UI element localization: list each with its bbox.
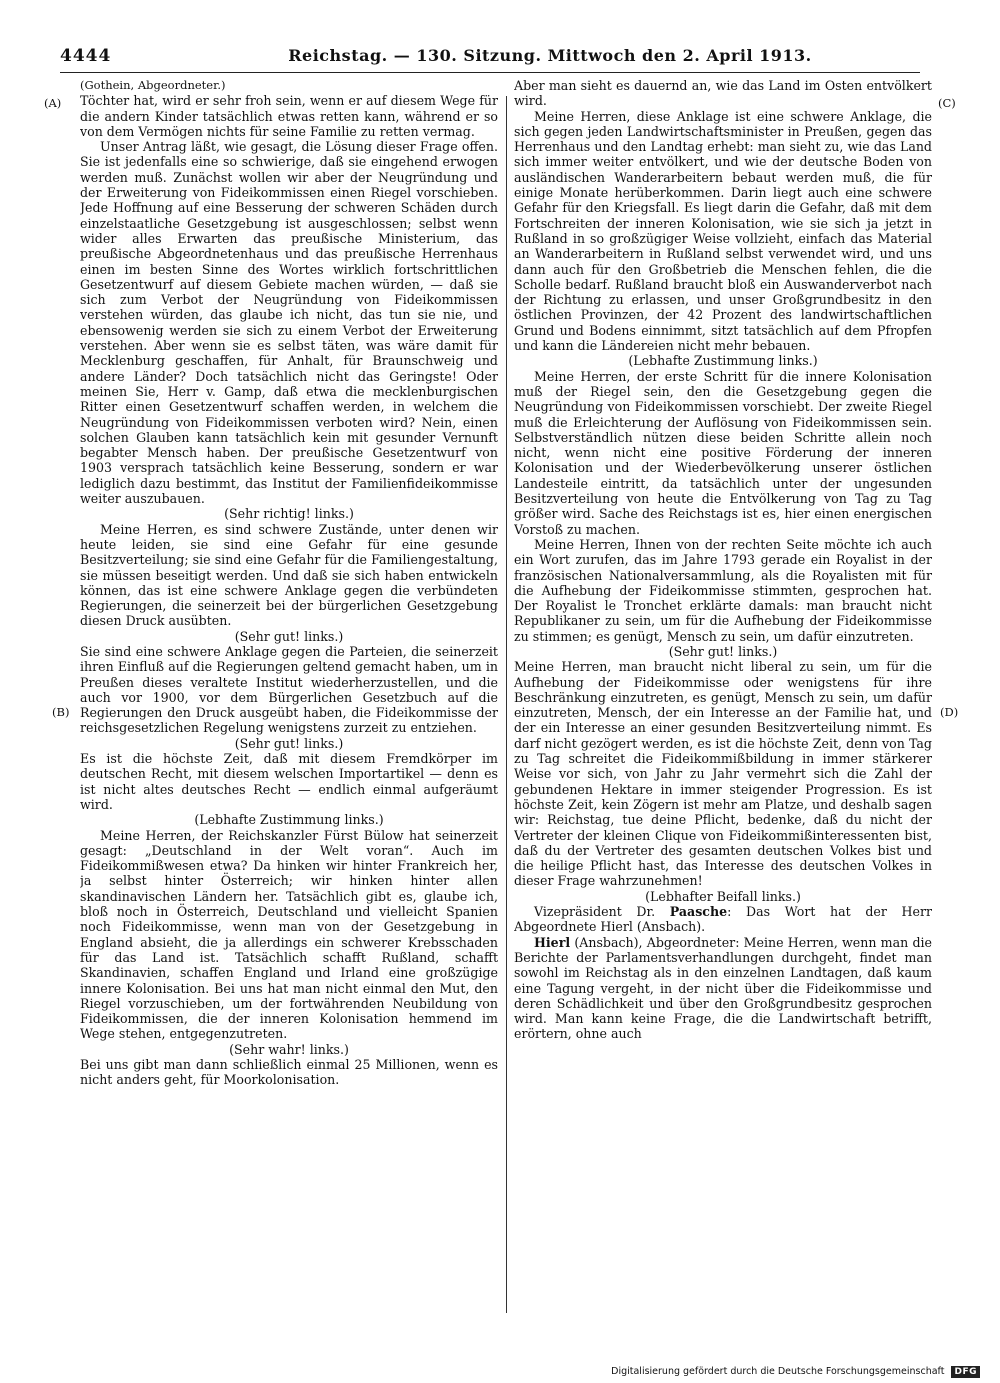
interjection: (Sehr gut! links.) bbox=[234, 628, 344, 644]
margin-marker-d: (D) bbox=[940, 705, 959, 719]
speaker-name: Hierl bbox=[534, 934, 571, 950]
remark-text: : Das Wort hat der Herr Abgeordnete Hierl (Ansbach). bbox=[514, 904, 932, 935]
vice-president-remark bbox=[514, 904, 932, 935]
column-divider bbox=[506, 96, 507, 1313]
paragraph: Meine Herren, man braucht nicht liberal zu sein, um für die Aufhebung der Fideikommisse oder wenigstens für ihre Beschränkung einzutreten, es genügt, Mensch zu sein, um dafür einzutreten, Mensch, der ein Interesse an der Familie hat, und der ein Interesse an einer gesunden Besitzverteilung nimmt. Es darf nicht gezögert werden, es ist die höchste Zeit, denn von Tag zu Tag schreitet die Fideikommißbildung in immer stärkerer Weise vor sich, von Jahr zu Jahr vermehrt sich die Zahl der gebundenen Hektare in immer steigender Progression. Es ist höchste Zeit, kein Zögern ist mehr am Platze, und deshalb sagen wir: Reichstag, tue deine Pflicht, bedenke, daß du nicht der Vertreter der kleinen Clique von Fideikommißinteressenten bist, daß du der Vertreter des gesamten deutschen Volkes bist und die heilige Pflicht hast, das Interesse des deutschen Volkes in dieser Frage wahrzunehmen! bbox=[514, 659, 932, 889]
page-header bbox=[60, 46, 920, 73]
running-title: Reichstag. — 130. Sitzung. Mittwoch den 2. April 1913. bbox=[288, 46, 812, 65]
paragraph: Meine Herren, es sind schwere Zustände, unter denen wir heute leiden, sie sind eine Gefahr für eine gesunde Besitzverteilung; sie sind eine Gefahr für die Familiengestaltung, sie müssen beseitigt werden. Und daß sie sich haben entwickeln können, das ist eine schwere Anklage gegen die verbündeten Regierungen, die seinerzeit bei der bürgerlichen Gesetzgebung diesen Druck ausübten. bbox=[80, 521, 498, 629]
paragraph: Aber man sieht es dauernd an, wie das Land im Osten entvölkert wird. bbox=[514, 78, 932, 109]
dfg-logo: DFG bbox=[951, 1366, 980, 1378]
speaker-name: Paasche bbox=[669, 904, 728, 920]
paragraph: Meine Herren, diese Anklage ist eine schwere Anklage, die sich gegen jeden Landwirtschaftsminister in Preußen, gegen das Herrenhaus und den Landtag erhebt: man sieht zu, wie das Land sich immer weiter entvölkert, und wie der deutsche Boden von ausländischen Wanderarbeitern bebaut werden muß, die für einige Monate herüberkommen. Darin liegt auch eine schwere Gefahr für den Kriegsfall. Es liegt darin die Gefahr, daß mit dem Fortschreiten der inneren Kolonisation, wie sie sich ja jetzt in Rußland in so großzügiger Weise vollzieht, einfach das Material an Wanderarbeitern in Rußland selbst verwendet wird, und uns dann auch für den Großbetrieb die Menschen fehlen, die die Scholle bedarf. Rußland braucht bloß ein Auswanderverbot nach der Richtung zu erlassen, und unser Großgrundbesitz in den östlichen Provinzen, der 42 Prozent des landwirtschaftlichen Grund und Bodens einnimmt, sitzt tatsächlich auf dem Pfropfen und kann die Ländereien nicht mehr bebauen. bbox=[514, 108, 932, 354]
interjection: (Sehr gut! links.) bbox=[668, 643, 778, 659]
paragraph: Unser Antrag läßt, wie gesagt, die Lösung dieser Frage offen. Sie ist jedenfalls eine so schwierige, daß sie eingehend erwogen werden muß. Zunächst wollen wir aber der Neugründung und der Erweiterung von Fideikommissen einen Riegel vorschieben. Jede Hoffnung auf eine Besserung der schweren Schäden durch einzelstaatliche Gesetzgebung ist ausgeschlossen; selbst wenn wider alles Erwarten das preußische Ministerium, das preußische Abgeordnetenhaus und das preußische Herrenhaus einen im besten Sinne des Wortes wirklich fortschrittlichen Gesetzentwurf auf diesem Gebiete machen würden, — daß sie sich zum Verbot der Neugründung von Fideikommissen verstehen würden, das glaube ich nicht, das tun sie nie, und ebensowenig werden sie sich zu einem Verbot der Erweiterung verstehen. Aber wenn sie es selbst täten, was wäre damit für Mecklenburg geschaffen, für Anhalt, für Braunschweig und andere Länder? Doch tatsächlich nicht das Geringste! Oder meinen Sie, Herr v. Gamp, daß etwa die mecklenburgischen Ritter einen Gesetzentwurf schaffen werden, in welchem die Neugründung von Fideikommissen verboten wird? Nein, einen solchen Glauben kann tatsächlich kein mit gesunder Vernunft begabter Mensch haben. Der preußische Gesetzentwurf von 1903 versprach tatsächlich keine Besserung, sondern er war lediglich dazu bestimmt, das Institut der Familienfideikommisse weiter auszubauen. bbox=[80, 139, 498, 507]
margin-marker-b: (B) bbox=[52, 705, 70, 719]
paragraph: Sie sind eine schwere Anklage gegen die Parteien, die seinerzeit ihren Einfluß auf die Regierungen geltend gemacht haben, um in Preußen dieses veraltete Institut wiederherzustellen, und die auch vor 1900, vor dem Bürgerlichen Gesetzbuch auf die Regierungen den Druck ausgeübt haben, die Fideikommisse der reichsgesetzlichen Regelung wenigstens zurzeit zu entziehen. bbox=[80, 643, 498, 736]
paragraph: Töchter hat, wird er sehr froh sein, wenn er auf diesem Wege für die andern Kinder tatsächlich etwas retten kann, während er so von dem Vermögen nichts für seine Familie zu retten vermag. bbox=[80, 93, 498, 139]
interjection: (Sehr wahr! links.) bbox=[229, 1041, 349, 1057]
footer-text: Digitalisierung gefördert durch die Deutsche Forschungsgemeinschaft bbox=[611, 1366, 945, 1377]
interjection: (Lebhafte Zustimmung links.) bbox=[194, 812, 384, 828]
interjection: (Lebhafter Beifall links.) bbox=[645, 888, 801, 904]
interjection: (Sehr gut! links.) bbox=[234, 735, 344, 751]
left-column bbox=[80, 78, 498, 1315]
paragraph: Bei uns gibt man dann schließlich einmal 25 Millionen, wenn es nicht anders geht, für Moorkolonisation. bbox=[80, 1057, 498, 1088]
speech-text: (Ansbach), Abgeordneter: Meine Herren, wenn man die Berichte der Parlamentsverhandlungen durchgeht, findet man sowohl im Reichstag als in den einzelnen Landtagen, daß kaum eine Tagung vergeht, in der nicht über die Fideikommisse und deren Schädlichkeit und über den Großgrundbesitz gesprochen wird. Man kann keine Frage, die die Landwirtschaft betrifft, erörtern, ohne auch bbox=[514, 934, 932, 1042]
paragraph: Meine Herren, der erste Schritt für die innere Kolonisation muß der Riegel sein, den die Gesetzgebung gegen die Neugründung von Fideikommissen vorschiebt. Der zweite Riegel muß die Erleichterung der Auflösung von Fideikommissen sein. Selbstverständlich nützen diese beiden Schritte allein noch nicht, wenn nicht eine positive Förderung der inneren Kolonisation und der Wiederbevölkerung unserer östlichen Landesteile eintritt, da tatsächlich unter der ungesunden Besitzverteilung von heute die Entvölkerung von Tag zu Tag größer wird. Sache des Reichstags ist es, hier einen energischen Vorstoß zu machen. bbox=[514, 368, 932, 537]
paragraph: Es ist die höchste Zeit, daß mit diesem Fremdkörper im deutschen Recht, mit diesem welschen Importartikel — denn es ist nicht altes deutsches Recht — endlich einmal aufgeräumt wird. bbox=[80, 751, 498, 812]
right-column bbox=[514, 78, 932, 1315]
paragraph: Meine Herren, Ihnen von der rechten Seite möchte ich auch ein Wort zurufen, das im Jahre 1793 gerade ein Royalist in der französischen Nationalversammlung, als die Royalisten mit für die Aufhebung der Fideikommisse stimmten, gesprochen hat. Der Royalist le Tronchet erklärte damals: man braucht nicht Republikaner zu sein, um für die Aufhebung der Fideikommisse zu stimmen; es genügt, Mensch zu sein, um dafür einzutreten. bbox=[514, 536, 932, 644]
margin-marker-c: (C) bbox=[938, 96, 956, 110]
speaker-title: Vizepräsident Dr. bbox=[534, 904, 656, 920]
speech-start bbox=[514, 935, 932, 1042]
interjection: (Lebhafte Zustimmung links.) bbox=[628, 353, 818, 369]
page-number: 4444 bbox=[60, 46, 112, 66]
margin-marker-a: (A) bbox=[44, 96, 62, 110]
speaker-heading: (Gothein, Abgeordneter.) bbox=[80, 78, 226, 92]
footer-credit bbox=[600, 1366, 980, 1378]
interjection: (Sehr richtig! links.) bbox=[224, 506, 354, 522]
paragraph: Meine Herren, der Reichskanzler Fürst Bülow hat seinerzeit gesagt: „Deutschland in der Welt voran“. Auch im Fideikommißwesen etwa? Da hinken wir hinter Frankreich her, ja selbst hinter Österreich; wir hinken hinter allen skandinavischen Ländern her. Tatsächlich gibt es, glaube ich, bloß noch in Österreich, Deutschland und vielleicht Spanien noch Fideikommisse, wenn man von der Gesetzgebung in England absieht, die ja allerdings ein schwerer Krebsschaden für das Land ist. Tatsächlich schafft Rußland, schafft Skandinavien, schaffen England und Irland eine großzügige innere Kolonisation. Bei uns hat man nicht einmal den Mut, den Riegel vorzuschieben, um der fortwährenden Neubildung von Fideikommissen, die der inneren Kolonisation hemmend im Wege stehen, entgegenzutreten. bbox=[80, 827, 498, 1042]
